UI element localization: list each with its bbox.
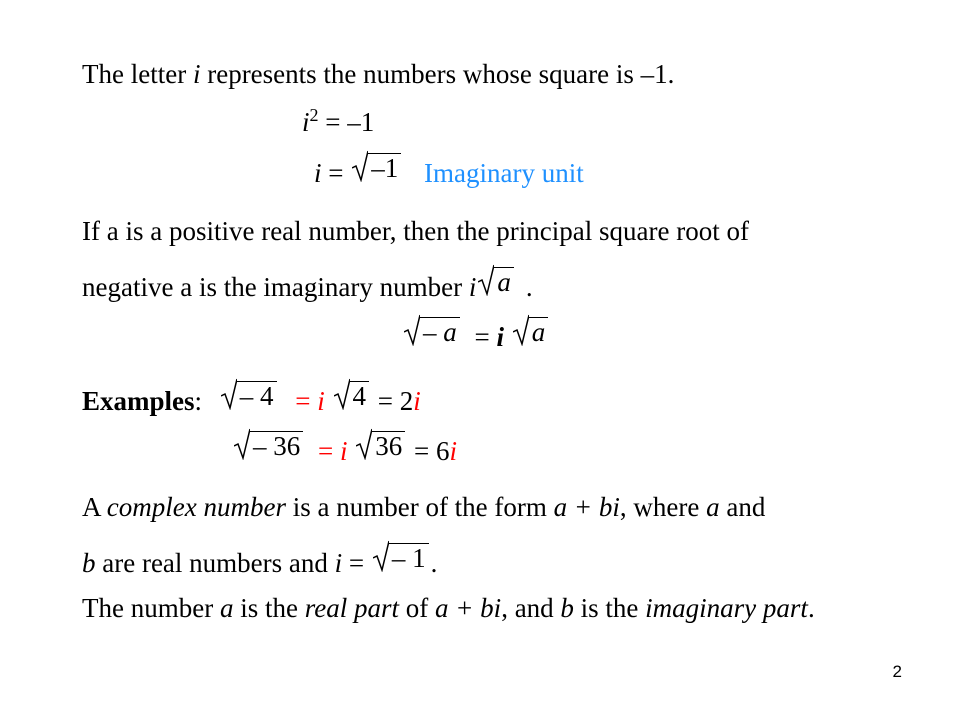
sqrt-minus-one [352,150,401,182]
var-b: b [82,548,96,578]
radical-icon [221,378,237,410]
ex1-eq: = [295,386,318,416]
intro-i: i [192,59,201,89]
principal-line-1: If a is a positive real number, then the principal square root of [82,216,749,246]
sqrt-36 [356,428,405,460]
text: = [342,548,371,578]
radicand: a [494,267,514,296]
principal-period: . [525,272,533,302]
form-a-plus-bi: a + bi [434,593,502,623]
sqrt-a-right [513,314,549,346]
var-i: i [334,548,343,578]
principal-i: i [468,272,477,302]
ex2-i: i [339,436,348,466]
eq1-rest: = –1 [318,107,375,137]
eq1-exponent: 2 [309,105,319,125]
page-number: 2 [892,662,902,681]
ex2-result-i: i [449,436,457,466]
radicand: –1 [368,153,401,182]
text: The number [82,593,220,623]
imaginary-part-term: imaginary part [645,593,808,623]
radical-icon [334,378,350,410]
radicand: – a [420,317,460,346]
complex-line-1 [82,491,765,523]
sqrt-minus-4 [221,378,277,410]
text: is a number of the form [285,492,554,522]
radicand: – 36 [250,431,303,460]
sqrt-minus-36 [234,428,303,460]
identity-i: i [496,322,504,352]
radicand: a [529,317,549,346]
var-a: a [706,492,720,522]
eq2-eq: = [321,158,351,188]
example-2 [232,428,457,467]
text: . [430,548,438,578]
sqrt-minus-a [404,314,460,346]
complex-number-term: complex number [106,492,286,522]
examples-label: Examples [82,386,195,416]
ex2-result: = 6 [407,436,450,466]
principal-line2-text: negative a is the imaginary number [82,272,469,302]
text: is the [573,593,646,623]
radicand: – 4 [237,381,277,410]
eq-i-squared [302,106,374,138]
text: is the [233,593,305,623]
principal-line-2 [82,264,533,303]
radical-icon [356,428,372,460]
form-a-plus-bi: a + bi [553,492,620,522]
examples-colon: : [194,386,203,416]
eq-i-definition [314,150,584,189]
eq2-i: i [314,158,322,188]
ex1-i: i [317,386,325,416]
radicand: – 1 [389,543,429,572]
radical-icon [373,540,389,572]
intro-before: The letter [82,59,193,89]
ex1-result-i: i [413,386,421,416]
complex-line-2 [82,540,437,579]
identity-eq: = [474,322,497,352]
var-b: b [560,593,574,623]
sqrt-4 [334,378,370,410]
parts-line [82,592,815,624]
text: . [807,593,815,623]
real-part-term: real part [304,593,399,623]
example-1 [82,378,421,417]
ex1-result: = 2 [371,386,414,416]
text: A [82,492,107,522]
radical-icon [513,314,529,346]
ex2-eq: = [318,436,340,466]
imaginary-unit-label: Imaginary unit [424,158,584,188]
radicand: 36 [372,431,405,460]
text: of [398,593,435,623]
eq1-i: i [302,107,310,137]
radical-icon [478,264,494,296]
intro-line [82,58,674,90]
radical-icon [404,314,420,346]
identity-line [402,314,550,353]
text: and [719,492,766,522]
intro-after: represents the numbers whose square is –1. [200,59,675,89]
radicand: 4 [350,381,370,410]
sqrt-minus-one-2 [373,540,429,572]
radical-icon [352,150,368,182]
text: are real numbers and [95,548,335,578]
var-a: a [219,593,234,623]
text: , where [619,492,707,522]
sqrt-a [478,264,514,296]
radical-icon [234,428,250,460]
text: , and [501,593,561,623]
